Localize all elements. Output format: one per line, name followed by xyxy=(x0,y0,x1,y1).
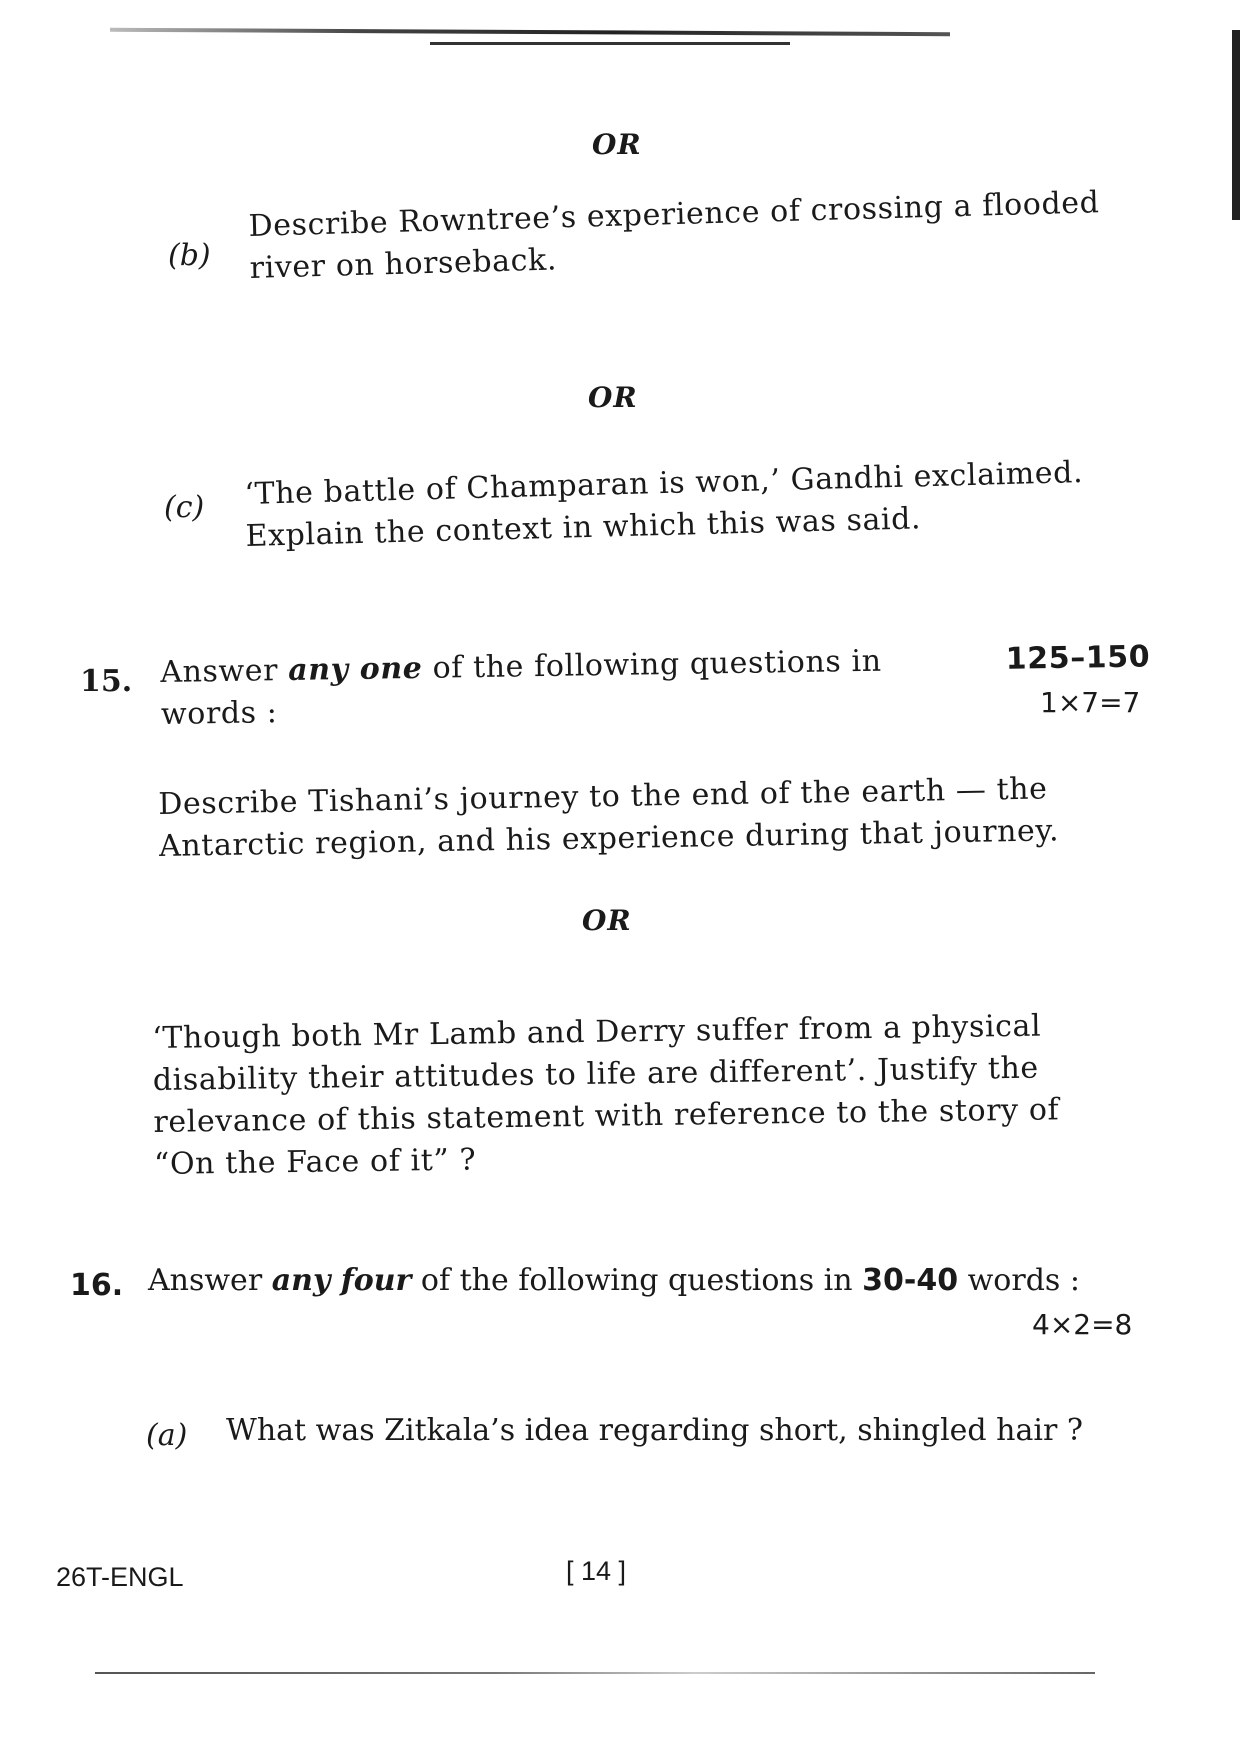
option1-line1: Describe Tishani’s journey to the end of the earth — the xyxy=(158,771,1048,822)
option2-line1: ‘Though both Mr Lamb and Derry suffer from a physical xyxy=(152,1008,1042,1056)
intro-pre: Answer xyxy=(148,1263,272,1298)
question-15-number: 15. xyxy=(80,664,133,699)
intro-end: words : xyxy=(958,1263,1080,1298)
or-divider: OR xyxy=(592,128,642,161)
question-16-intro xyxy=(148,1260,1080,1302)
or-divider: OR xyxy=(582,904,632,937)
intro-post: of the following questions in xyxy=(422,643,882,686)
question-14b-line2: river on horseback. xyxy=(249,242,558,286)
question-14c-text xyxy=(244,452,1085,558)
question-15-option2 xyxy=(152,1005,1060,1186)
intro-emphasis: any one xyxy=(287,650,423,688)
option2-line2: disability their attitudes to life are different’. Justify the xyxy=(152,1050,1040,1098)
question-14c-line1: ‘The battle of Champaran is won,’ Gandhi exclaimed. xyxy=(244,455,1084,512)
paper-code: 26T-ENGL xyxy=(56,1562,184,1592)
scan-edge-shadow xyxy=(1232,30,1240,220)
word-range: 125–150 xyxy=(1005,639,1151,677)
question-14c-label: (c) xyxy=(164,490,205,525)
or-divider: OR xyxy=(588,381,638,414)
page-number: [ 14 ] xyxy=(566,1556,627,1586)
bottom-border-line xyxy=(95,1672,1095,1674)
option2-line4: “On the Face of it” ? xyxy=(153,1142,477,1182)
intro-emphasis: any four xyxy=(271,1263,412,1298)
top-border-line-thick xyxy=(430,42,790,45)
question-14c-line2: Explain the context in which this was said. xyxy=(245,501,922,554)
question-16-marks: 4×2=8 xyxy=(1032,1308,1133,1341)
option1-line2: Antarctic region, and his experience during that journey. xyxy=(158,813,1060,864)
question-15-option1 xyxy=(158,768,1059,868)
question-15-marks: 1×7=7 xyxy=(1040,686,1141,719)
intro-pre: Answer xyxy=(160,652,289,690)
top-border-line xyxy=(110,28,950,36)
question-15-intro-end: words : xyxy=(160,695,278,732)
option2-line3: relevance of this statement with reference to the story of xyxy=(153,1092,1060,1140)
question-15-intro xyxy=(160,636,1151,736)
word-range: 30-40 xyxy=(862,1263,959,1298)
question-16a-text: What was Zitkala’s idea regarding short, shingled hair ? xyxy=(226,1413,1083,1448)
question-16-number: 16. xyxy=(70,1268,124,1303)
question-16a-label: (a) xyxy=(146,1418,188,1453)
intro-post: of the following questions in xyxy=(411,1263,863,1298)
question-14b-label: (b) xyxy=(168,238,211,273)
question-14b-text xyxy=(248,182,1101,290)
question-14b-line1: Describe Rowntree’s experience of crossing a flooded xyxy=(248,185,1100,244)
